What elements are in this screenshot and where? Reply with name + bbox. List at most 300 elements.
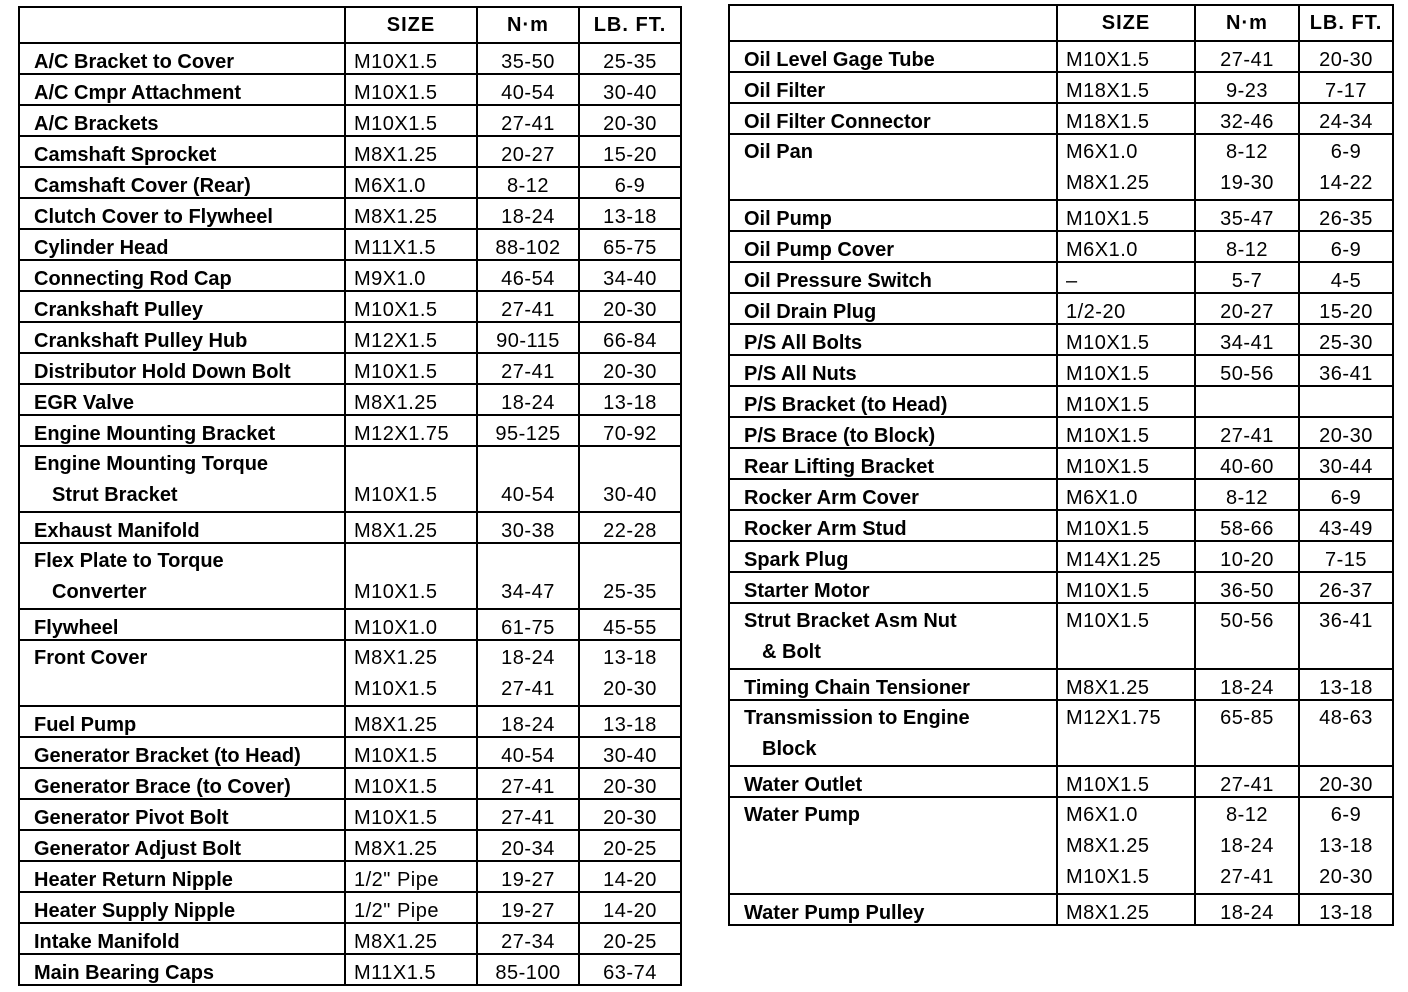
nm-text: 18-24 [501,647,555,669]
lbft-text: 30-44 [1319,456,1373,478]
item-text: Flex Plate to Torque [34,550,224,572]
size-text: M8X1.25 [354,714,438,736]
cell-nm [477,384,579,415]
table-row [19,640,681,706]
cell-size [345,706,477,737]
item-text: Heater Supply Nipple [34,900,236,922]
item-text: Timing Chain Tensioner [744,677,970,699]
cell-nm [1195,355,1299,386]
nm-text: 88-102 [495,237,561,259]
cell-lbft [579,43,681,74]
table-row [19,415,681,446]
cell-size [345,322,477,353]
item-text: Exhaust Manifold [34,520,200,542]
cell-nm [477,74,579,105]
cell-size [345,260,477,291]
nm-text: 20-27 [1220,301,1274,323]
nm-text: 27-41 [501,361,555,383]
cell-item [19,260,345,291]
cell-size [345,640,477,706]
cell-nm [1195,417,1299,448]
lbft-text: 6-9 [614,175,646,197]
cell-lbft [579,706,681,737]
cell-lbft [1299,293,1393,324]
cell-nm [477,291,579,322]
lbft-text: 20-25 [603,931,657,953]
table-row [19,446,681,512]
nm-text: 35-50 [501,51,555,73]
cell-nm [477,415,579,446]
cell-item [19,640,345,706]
lbft-text: 14-20 [603,869,657,891]
size-text: M10X1.5 [354,745,438,767]
cell-nm [477,861,579,892]
cell-nm [477,167,579,198]
table-row [729,700,1393,766]
cell-nm [1195,231,1299,262]
cell-nm [477,43,579,74]
cell-nm [1195,479,1299,510]
cell-lbft [579,799,681,830]
table-row [19,229,681,260]
cell-item [729,103,1057,134]
item-text: A/C Bracket to Cover [34,51,235,73]
cell-size [1057,103,1195,134]
item-text: EGR Valve [34,392,135,414]
cell-size [1057,417,1195,448]
cell-size [1057,200,1195,231]
item-text: Water Pump [744,804,860,826]
cell-nm [1195,603,1299,669]
cell-lbft [579,384,681,415]
item-text: A/C Brackets [34,113,159,135]
table-row [19,384,681,415]
table-row [19,799,681,830]
cell-lbft [1299,417,1393,448]
lbft-text: 6-9 [1330,487,1362,509]
cell-size [345,923,477,954]
size-text: M18X1.5 [1066,80,1150,102]
item-text: A/C Cmpr Attachment [34,82,242,104]
cell-item [729,894,1057,925]
lbft-text: 22-28 [603,520,657,542]
cell-nm [1195,572,1299,603]
item-text: Oil Pump Cover [744,239,895,261]
table-row [729,541,1393,572]
lbft-text: 25-35 [603,581,657,603]
cell-item [729,541,1057,572]
table-row [19,291,681,322]
lbft-text: 13-18 [603,647,657,669]
size-text: M6X1.0 [354,175,426,197]
lbft-text [586,449,674,480]
item-text [34,674,338,705]
size-text: M8X1.25 [354,931,438,953]
cell-size [1057,386,1195,417]
cell-nm [1195,324,1299,355]
nm-text: 50-56 [1220,610,1274,632]
table-row [729,448,1393,479]
table-row [19,861,681,892]
lbft-text: 7-15 [1324,549,1368,571]
size-text [354,449,470,480]
cell-size [345,415,477,446]
cell-lbft [579,830,681,861]
cell-size [345,43,477,74]
nm-text: 27-41 [501,299,555,321]
size-text: M8X1.25 [354,520,438,542]
nm-text: 20-27 [501,144,555,166]
size-text: M10X1.5 [1066,774,1150,796]
item-text: P/S All Bolts [744,332,863,354]
cell-nm [1195,510,1299,541]
cell-size [1057,134,1195,200]
cell-lbft [579,923,681,954]
cell-lbft [579,512,681,543]
lbft-text: 30-40 [603,745,657,767]
table-row [19,353,681,384]
nm-text: 30-38 [501,520,555,542]
table-row [729,417,1393,448]
table-row [19,74,681,105]
cell-item [19,706,345,737]
size-text [1066,734,1188,765]
table-row [729,355,1393,386]
item-text: Front Cover [34,647,148,669]
nm-text: 8-12 [1225,804,1269,826]
nm-text: 18-24 [501,392,555,414]
size-text: M10X1.5 [1066,580,1150,602]
cell-lbft [579,609,681,640]
table-row [19,954,681,985]
lbft-text [1306,734,1386,765]
cell-size [345,105,477,136]
size-text: M10X1.5 [354,776,438,798]
cell-nm [477,105,579,136]
cell-size [345,512,477,543]
item-text: Main Bearing Caps [34,962,215,984]
size-text: M10X1.0 [354,617,438,639]
table-row [19,892,681,923]
cell-item [729,200,1057,231]
nm-text: 18-24 [1220,677,1274,699]
table-row [729,510,1393,541]
table-row [19,43,681,74]
cell-nm [477,229,579,260]
nm-text: 27-41 [1220,774,1274,796]
size-text: M8X1.25 [354,838,438,860]
cell-item [729,386,1057,417]
table-row [19,198,681,229]
nm-text: 40-54 [501,484,555,506]
cell-lbft [1299,72,1393,103]
lbft-text: 14-22 [1319,172,1373,194]
size-text: M12X1.75 [1066,707,1162,729]
cell-nm [1195,134,1299,200]
lbft-text: 20-25 [603,838,657,860]
cell-lbft [1299,200,1393,231]
size-text: M10X1.5 [354,678,438,700]
table-row [19,512,681,543]
cell-lbft [1299,603,1393,669]
item-text: Generator Pivot Bolt [34,807,229,829]
table-row [729,797,1393,894]
cell-size [345,768,477,799]
cell-size [345,543,477,609]
cell-lbft [579,543,681,609]
item-text: Intake Manifold [34,931,180,953]
nm-text: 40-60 [1220,456,1274,478]
cell-item [19,291,345,322]
size-text: M10X1.5 [1066,394,1150,416]
item-text: Oil Filter [744,80,826,102]
cell-nm [1195,797,1299,894]
cell-item [19,512,345,543]
nm-text: 27-41 [1220,866,1274,888]
nm-text: 10-20 [1220,549,1274,571]
cell-item [729,510,1057,541]
nm-text: 19-30 [1220,172,1274,194]
cell-item [729,766,1057,797]
cell-nm [477,640,579,706]
cell-item [19,923,345,954]
table-row [19,830,681,861]
cell-size [1057,355,1195,386]
nm-text: 8-12 [1225,239,1269,261]
item-text: Strut Bracket [52,484,178,506]
cell-lbft [1299,262,1393,293]
cell-lbft [579,167,681,198]
cell-size [1057,72,1195,103]
table-row [729,479,1393,510]
cell-nm [477,923,579,954]
lbft-text: 13-18 [603,392,657,414]
nm-text: 27-34 [501,931,555,953]
cell-item [729,262,1057,293]
size-text: M10X1.5 [1066,610,1150,632]
header-row [729,5,1393,41]
table-row [19,322,681,353]
item-text: Connecting Rod Cap [34,268,232,290]
nm-text [1202,637,1292,668]
table-row [729,200,1393,231]
item-text: Crankshaft Pulley [34,299,203,321]
cell-lbft [1299,103,1393,134]
cell-nm [477,136,579,167]
cell-size [1057,766,1195,797]
table-row [19,260,681,291]
cell-nm [477,353,579,384]
table-row [19,105,681,136]
size-text: M10X1.5 [1066,208,1150,230]
lbft-text: 20-30 [603,776,657,798]
size-text: M8X1.25 [1066,677,1150,699]
lbft-text: 26-37 [1319,580,1373,602]
cell-size [345,229,477,260]
cell-item [729,355,1057,386]
cell-lbft [1299,894,1393,925]
table-row [19,923,681,954]
item-text: Camshaft Sprocket [34,144,217,166]
nm-text: 65-85 [1220,707,1274,729]
nm-text: 9-23 [1225,80,1269,102]
size-text: M10X1.5 [354,299,438,321]
nm-text: 40-54 [501,82,555,104]
table-row [729,572,1393,603]
lbft-text: 6-9 [1330,804,1362,826]
cell-nm [1195,894,1299,925]
cell-item [19,609,345,640]
cell-lbft [1299,479,1393,510]
cell-lbft [579,136,681,167]
item-text: Heater Return Nipple [34,869,233,891]
cell-item [19,167,345,198]
lbft-text: 20-30 [1319,774,1373,796]
cell-size [345,136,477,167]
cell-lbft [579,322,681,353]
cell-size [1057,572,1195,603]
nm-text: 20-34 [501,838,555,860]
lbft-text: 20-30 [603,807,657,829]
lbft-text: 30-40 [603,82,657,104]
header-item [729,5,1057,41]
item-text: Cylinder Head [34,237,169,259]
right-rows [729,41,1393,925]
item-text: Generator Adjust Bolt [34,838,242,860]
size-text: M6X1.0 [1066,141,1138,163]
cell-item [729,41,1057,72]
table-row [729,603,1393,669]
cell-item [729,669,1057,700]
nm-text: 8-12 [1225,141,1269,163]
cell-item [729,231,1057,262]
cell-size [1057,669,1195,700]
cell-nm [477,768,579,799]
cell-nm [477,322,579,353]
cell-size [1057,541,1195,572]
cell-nm [477,512,579,543]
size-text: M10X1.5 [1066,866,1150,888]
size-text: M10X1.5 [1066,425,1150,447]
size-text: M11X1.5 [354,237,437,259]
cell-lbft [579,198,681,229]
item-text: Flywheel [34,617,119,639]
lbft-text: 14-20 [603,900,657,922]
cell-lbft [579,353,681,384]
lbft-text: 6-9 [1330,141,1362,163]
item-text: Spark Plug [744,549,849,571]
item-text: Strut Bracket Asm Nut [744,610,957,632]
cell-lbft [579,74,681,105]
cell-item [19,737,345,768]
lbft-text [1306,637,1386,668]
cell-nm [477,830,579,861]
lbft-text: 36-41 [1319,610,1373,632]
nm-text: 8-12 [506,175,550,197]
header-size: SIZE [345,7,477,43]
cell-size [1057,479,1195,510]
size-text: M8X1.25 [354,144,438,166]
cell-lbft [1299,355,1393,386]
cell-lbft [1299,797,1393,894]
cell-lbft [1299,386,1393,417]
lbft-text: 7-17 [1324,80,1368,102]
left-rows [19,43,681,985]
cell-lbft [579,105,681,136]
item-text: Fuel Pump [34,714,137,736]
cell-nm [1195,72,1299,103]
item-text: Oil Drain Plug [744,301,877,323]
cell-size [345,892,477,923]
size-text: 1/2-20 [1066,301,1126,323]
cell-lbft [1299,231,1393,262]
nm-text: 18-24 [1220,902,1274,924]
cell-item [729,72,1057,103]
cell-lbft [1299,669,1393,700]
item-text: Oil Level Gage Tube [744,49,935,71]
item-text: Rocker Arm Stud [744,518,907,540]
cell-nm [1195,386,1299,417]
nm-text: 90-115 [496,330,560,352]
header-row [19,7,681,43]
cell-size [1057,231,1195,262]
nm-text: 46-54 [501,268,555,290]
nm-text: 27-41 [501,678,555,700]
nm-text: 27-41 [1220,425,1274,447]
cell-item [19,105,345,136]
item-text: Generator Brace (to Cover) [34,776,291,798]
cell-item [19,322,345,353]
lbft-text: 34-40 [603,268,657,290]
item-text: P/S Bracket (to Head) [744,394,948,416]
cell-nm [477,260,579,291]
cell-size [1057,894,1195,925]
nm-text: 19-27 [501,869,555,891]
size-text: M10X1.5 [1066,456,1150,478]
cell-nm [1195,103,1299,134]
item-text: Clutch Cover to Flywheel [34,206,273,228]
cell-lbft [1299,134,1393,200]
cell-lbft [579,291,681,322]
cell-lbft [579,415,681,446]
lbft-text: 20-30 [603,113,657,135]
lbft-text: 70-92 [603,423,657,445]
cell-lbft [1299,448,1393,479]
nm-text: 27-41 [501,113,555,135]
cell-lbft [1299,324,1393,355]
size-text: – [1066,270,1078,292]
lbft-text: 13-18 [603,206,657,228]
nm-text: 35-47 [1220,208,1274,230]
lbft-text: 43-49 [1319,518,1373,540]
lbft-text: 20-30 [1319,425,1373,447]
table-row [729,293,1393,324]
cell-nm [1195,766,1299,797]
cell-size [1057,603,1195,669]
table-row [729,669,1393,700]
table-row [729,72,1393,103]
nm-text: 40-54 [501,745,555,767]
size-text: M10X1.5 [1066,363,1150,385]
lbft-text: 6-9 [1330,239,1362,261]
cell-size [345,861,477,892]
cell-item [729,134,1057,200]
cell-item [19,136,345,167]
cell-item [729,324,1057,355]
lbft-text: 20-30 [603,299,657,321]
cell-size [345,830,477,861]
nm-text: 18-24 [501,714,555,736]
